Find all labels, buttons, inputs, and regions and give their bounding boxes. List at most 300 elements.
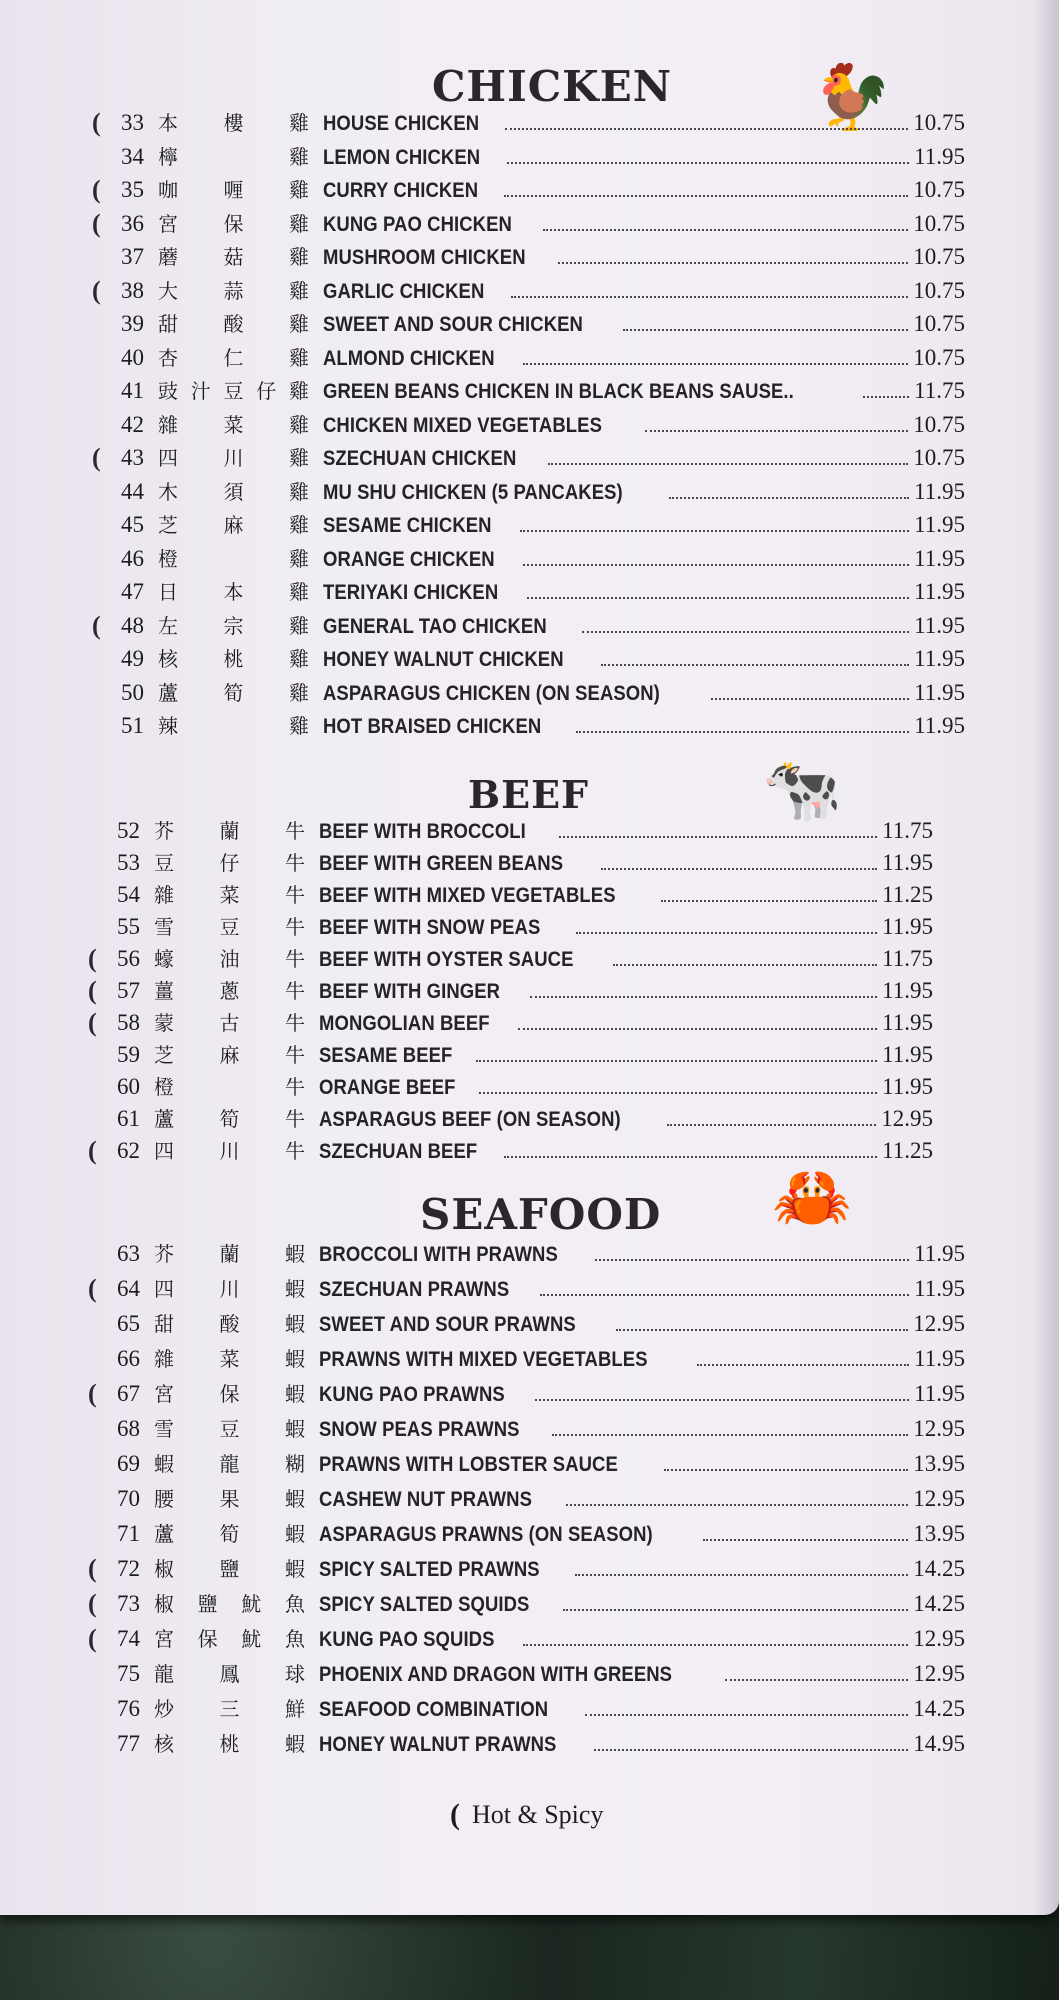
chicken-icon: 🐓 <box>812 62 892 133</box>
spicy-marker: ( <box>88 944 97 973</box>
chinese-char: 橙 <box>154 1075 174 1099</box>
item-name: KUNG PAO CHICKEN <box>323 212 512 236</box>
chinese-char: 菜 <box>223 412 244 437</box>
chinese-char: 雜 <box>154 883 174 907</box>
chinese-char: 鮮 <box>285 1697 305 1721</box>
menu-item-67 <box>88 1378 965 1410</box>
item-number: 51 <box>121 713 144 738</box>
menu-item-33 <box>92 107 965 139</box>
item-number: 55 <box>117 914 140 939</box>
chinese-char: 三 <box>219 1697 240 1721</box>
menu-item-60 <box>106 1071 933 1103</box>
item-price: 11.95 <box>914 1346 965 1371</box>
menu-item-59 <box>106 1039 933 1071</box>
chinese-char: 蒜 <box>223 278 244 303</box>
chinese-char: 蘑 <box>158 245 178 269</box>
item-chinese-name <box>158 710 313 742</box>
chinese-char: 雞 <box>289 144 309 169</box>
item-chinese-name <box>154 1308 309 1340</box>
item-number: 59 <box>117 1042 140 1067</box>
chinese-char: 芥 <box>154 819 174 843</box>
item-name: HONEY WALNUT CHICKEN <box>323 648 564 671</box>
item-chinese-name <box>158 543 313 575</box>
menu-item-43 <box>92 442 965 474</box>
chinese-char: 油 <box>219 947 240 971</box>
dot-leader <box>530 978 877 998</box>
spicy-marker: ( <box>88 1136 97 1165</box>
chinese-char: 雞 <box>289 479 309 504</box>
spicy-marker: ( <box>88 1589 97 1618</box>
item-price: 10.75 <box>913 311 965 336</box>
item-price: 11.95 <box>914 679 965 705</box>
chinese-char: 雪 <box>154 1417 174 1441</box>
menu-item-64 <box>88 1273 965 1305</box>
chinese-char: 雞 <box>289 111 309 135</box>
menu-item-41 <box>110 375 965 407</box>
item-chinese-name <box>158 241 313 273</box>
chinese-char: 大 <box>158 278 178 303</box>
spicy-marker: ( <box>92 175 101 204</box>
dot-leader <box>523 1626 908 1646</box>
item-chinese-name <box>154 943 309 975</box>
item-price: 14.95 <box>913 1731 965 1756</box>
chinese-char: 蘭 <box>219 819 240 843</box>
chinese-char: 牛 <box>285 915 305 939</box>
item-number: 57 <box>117 978 140 1003</box>
chinese-char: 甜 <box>158 312 178 336</box>
menu-item-49 <box>110 643 965 675</box>
chinese-char: 雞 <box>289 546 309 571</box>
chinese-char: 咖 <box>158 178 178 202</box>
item-number: 42 <box>121 411 144 437</box>
item-number: 64 <box>117 1276 140 1301</box>
chinese-char: 蝦 <box>285 1277 305 1301</box>
chinese-char: 雞 <box>289 680 309 705</box>
chinese-char: 須 <box>223 479 244 504</box>
item-name: SNOW PEAS PRAWNS <box>319 1418 520 1441</box>
chinese-char: 球 <box>285 1662 305 1686</box>
menu-item-39 <box>110 308 965 340</box>
dot-leader <box>669 479 909 499</box>
item-chinese-name <box>158 275 313 307</box>
menu-item-52 <box>106 815 933 847</box>
chinese-char: 麻 <box>219 1043 240 1067</box>
dot-leader <box>661 882 877 902</box>
item-price: 11.95 <box>914 478 965 504</box>
item-chinese-name <box>158 375 313 407</box>
item-number: 56 <box>117 946 140 971</box>
item-chinese-name <box>154 1448 309 1480</box>
chinese-char: 本 <box>158 111 178 135</box>
beef-heading: BEEF <box>468 772 590 817</box>
item-number: 62 <box>117 1138 140 1163</box>
dot-leader <box>527 579 909 599</box>
item-price: 11.95 <box>914 1381 965 1406</box>
item-price: 10.75 <box>913 110 965 135</box>
item-number: 61 <box>117 1106 140 1131</box>
item-chinese-name <box>154 1103 309 1135</box>
chinese-char: 川 <box>219 1277 240 1301</box>
chinese-char: 雞 <box>289 379 309 403</box>
chinese-char: 筍 <box>219 1522 240 1546</box>
chinese-char: 川 <box>223 446 244 470</box>
chinese-char: 果 <box>219 1487 240 1511</box>
chinese-char: 鹽 <box>219 1557 240 1581</box>
chinese-char: 杏 <box>158 345 178 370</box>
item-price: 12.95 <box>881 1106 933 1131</box>
menu-item-75 <box>106 1658 965 1690</box>
item-chinese-name <box>154 1623 309 1655</box>
item-price: 11.95 <box>914 612 965 638</box>
item-chinese-name <box>158 141 313 173</box>
item-name: BEEF WITH BROCCOLI <box>319 820 526 843</box>
chinese-char: 菜 <box>219 1347 240 1371</box>
item-price: 11.95 <box>914 1276 965 1301</box>
spicy-marker: ( <box>92 108 101 137</box>
menu-item-37 <box>110 241 965 273</box>
dot-leader <box>594 1731 908 1751</box>
dot-leader <box>523 546 909 566</box>
chinese-char: 桃 <box>223 647 244 671</box>
dot-leader <box>548 445 908 465</box>
dot-leader <box>518 1010 877 1030</box>
spicy-marker: ( <box>88 1008 97 1037</box>
item-number: 50 <box>121 679 144 705</box>
item-price: 10.75 <box>913 210 965 236</box>
menu-item-54 <box>106 879 933 911</box>
spicy-marker: ( <box>88 1624 97 1653</box>
dot-leader <box>576 713 909 733</box>
chinese-char: 牛 <box>285 1139 305 1163</box>
dot-leader <box>664 1451 909 1471</box>
menu-item-57 <box>88 975 933 1007</box>
item-price: 11.95 <box>882 978 933 1003</box>
item-name: SESAME CHICKEN <box>323 514 492 537</box>
chinese-char: 芥 <box>154 1242 174 1266</box>
item-name: HOT BRAISED CHICKEN <box>323 715 542 738</box>
chinese-char: 雞 <box>289 647 309 671</box>
item-name: CURRY CHICKEN <box>323 179 479 202</box>
item-chinese-name <box>158 509 313 541</box>
chinese-char: 魚 <box>284 1592 305 1616</box>
chinese-char: 糊 <box>285 1452 305 1476</box>
item-price: 11.75 <box>914 378 965 403</box>
item-price: 11.95 <box>914 646 965 671</box>
chinese-char: 蘭 <box>219 1242 240 1266</box>
item-name: BROCCOLI WITH PRAWNS <box>319 1243 558 1266</box>
item-number: 63 <box>117 1241 140 1266</box>
item-name: GENERAL TAO CHICKEN <box>323 614 547 638</box>
menu-item-74 <box>88 1623 965 1655</box>
item-number: 33 <box>121 110 144 135</box>
item-name: PHOENIX AND DRAGON WITH GREENS <box>319 1663 673 1686</box>
seafood-heading: SEAFOOD <box>420 1190 662 1239</box>
item-price: 14.25 <box>913 1591 965 1616</box>
chinese-char: 四 <box>154 1277 174 1301</box>
chinese-char: 魷 <box>241 1592 262 1616</box>
item-price: 12.95 <box>913 1626 965 1651</box>
menu-item-36 <box>92 208 965 240</box>
dot-leader <box>711 680 909 700</box>
item-price: 12.95 <box>913 1416 965 1441</box>
item-number: 52 <box>117 818 140 843</box>
chinese-char: 雞 <box>289 513 309 537</box>
spicy-legend-symbol: ( <box>450 1798 460 1831</box>
item-chinese-name <box>154 1378 309 1410</box>
item-number: 60 <box>117 1074 140 1099</box>
item-chinese-name <box>154 1483 309 1515</box>
item-number: 35 <box>121 177 144 202</box>
item-name: MUSHROOM CHICKEN <box>323 246 526 269</box>
item-chinese-name <box>154 1273 309 1305</box>
menu-item-53 <box>106 847 933 879</box>
item-price: 14.25 <box>913 1556 965 1581</box>
item-number: 43 <box>121 445 144 470</box>
item-chinese-name <box>154 975 309 1007</box>
item-name: BEEF WITH SNOW PEAS <box>319 916 541 939</box>
item-price: 11.95 <box>914 143 965 169</box>
item-price: 13.95 <box>913 1521 965 1546</box>
chinese-char: 宗 <box>223 613 244 638</box>
chinese-char: 菇 <box>223 245 244 269</box>
dot-leader <box>601 646 909 666</box>
chinese-char: 雞 <box>289 245 309 269</box>
chinese-char: 保 <box>219 1382 240 1406</box>
dot-leader <box>543 211 909 231</box>
spicy-marker: ( <box>88 1554 97 1583</box>
item-chinese-name <box>154 1518 309 1550</box>
chinese-char: 雞 <box>289 446 309 470</box>
item-number: 70 <box>117 1486 140 1511</box>
item-name: CASHEW NUT PRAWNS <box>319 1488 532 1511</box>
item-name: PRAWNS WITH LOBSTER SAUCE <box>319 1453 618 1476</box>
item-price: 11.75 <box>882 946 933 971</box>
chinese-char: 仔 <box>256 379 277 403</box>
dot-leader <box>504 177 908 197</box>
menu-item-48 <box>92 610 965 642</box>
chinese-char: 炒 <box>154 1697 174 1721</box>
item-name: MONGOLIAN BEEF <box>319 1012 490 1035</box>
chinese-char: 雞 <box>289 211 309 236</box>
dot-leader <box>520 512 910 532</box>
chinese-char: 魷 <box>241 1627 262 1651</box>
dot-leader <box>523 345 908 365</box>
chinese-char: 蝦 <box>285 1487 305 1511</box>
chinese-char: 菜 <box>219 883 240 907</box>
menu-item-69 <box>106 1448 965 1480</box>
item-price: 11.95 <box>882 850 933 875</box>
item-chinese-name <box>158 308 313 340</box>
dot-leader <box>563 1591 908 1611</box>
spicy-marker: ( <box>92 443 101 472</box>
chinese-char: 雞 <box>289 580 309 604</box>
dot-leader <box>575 1556 908 1576</box>
item-chinese-name <box>158 107 313 139</box>
item-price: 11.75 <box>882 818 933 843</box>
item-chinese-name <box>154 847 309 879</box>
item-number: 69 <box>117 1451 140 1476</box>
item-name: BEEF WITH MIXED VEGETABLES <box>319 884 616 907</box>
dot-leader <box>479 1074 877 1094</box>
item-price: 10.75 <box>913 244 965 269</box>
item-name: LEMON CHICKEN <box>323 145 481 169</box>
dot-leader <box>703 1521 908 1541</box>
chinese-char: 核 <box>154 1732 174 1756</box>
item-name: SPICY SALTED SQUIDS <box>319 1593 530 1616</box>
menu-item-44 <box>110 476 965 508</box>
chinese-char: 橙 <box>158 546 178 571</box>
chinese-char: 牛 <box>285 1107 305 1131</box>
menu-item-47 <box>110 576 965 608</box>
chinese-char: 芝 <box>154 1043 174 1067</box>
dot-leader <box>697 1346 909 1366</box>
chinese-char: 椒 <box>154 1592 174 1616</box>
dot-leader <box>476 1042 877 1062</box>
chinese-char: 豆 <box>219 1417 240 1441</box>
chinese-char <box>224 543 244 575</box>
item-name: BEEF WITH GINGER <box>319 980 501 1003</box>
item-chinese-name <box>154 1071 309 1103</box>
dot-leader <box>559 818 877 838</box>
dot-leader <box>540 1276 909 1296</box>
item-number: 71 <box>117 1521 140 1546</box>
chinese-char: 左 <box>158 613 178 638</box>
menu-item-46 <box>110 543 965 575</box>
chinese-char: 椒 <box>154 1557 174 1581</box>
dot-leader <box>504 1138 877 1158</box>
menu-item-71 <box>106 1518 965 1550</box>
item-name: ASPARAGUS PRAWNS (ON SEASON) <box>319 1523 653 1546</box>
menu-item-55 <box>106 911 933 943</box>
chinese-char: 核 <box>158 647 178 671</box>
chinese-char: 甜 <box>154 1312 174 1336</box>
menu-item-38 <box>92 275 965 307</box>
chinese-char: 雜 <box>154 1347 174 1371</box>
item-price: 11.95 <box>882 1074 933 1099</box>
item-price: 10.75 <box>913 411 965 437</box>
item-number: 36 <box>121 210 144 236</box>
chinese-char: 蝦 <box>285 1347 305 1371</box>
chinese-char: 蝦 <box>285 1522 305 1546</box>
item-chinese-name <box>154 1588 309 1620</box>
item-price: 12.95 <box>913 1661 965 1686</box>
item-name: TERIYAKI CHICKEN <box>323 581 499 604</box>
dot-leader <box>558 244 908 264</box>
item-price: 11.95 <box>882 1042 933 1067</box>
item-number: 67 <box>117 1381 140 1406</box>
chinese-char: 龍 <box>219 1452 240 1476</box>
chinese-char: 麻 <box>223 513 244 537</box>
chinese-char <box>220 1071 240 1103</box>
menu-item-68 <box>106 1413 965 1445</box>
item-number: 48 <box>121 612 144 638</box>
chinese-char: 蘆 <box>158 680 178 705</box>
chinese-char: 保 <box>197 1627 218 1651</box>
chinese-char: 牛 <box>285 1075 305 1099</box>
item-number: 53 <box>117 850 140 875</box>
menu-item-77 <box>106 1728 965 1760</box>
chinese-char: 桃 <box>219 1732 240 1756</box>
item-chinese-name <box>154 1553 309 1585</box>
item-chinese-name <box>158 643 313 675</box>
menu-item-66 <box>106 1343 965 1375</box>
dot-leader <box>601 850 877 870</box>
chinese-char: 筍 <box>219 1107 240 1131</box>
item-chinese-name <box>154 1343 309 1375</box>
chinese-char: 豆 <box>219 915 240 939</box>
item-price: 11.25 <box>882 1138 933 1163</box>
chinese-char: 牛 <box>285 947 305 971</box>
item-price: 14.25 <box>913 1696 965 1721</box>
item-price: 11.95 <box>914 579 965 604</box>
chinese-char: 雞 <box>289 613 309 638</box>
item-price: 11.95 <box>882 914 933 939</box>
item-price: 10.75 <box>913 445 965 470</box>
dot-leader <box>582 613 909 633</box>
menu-item-72 <box>88 1553 965 1585</box>
chinese-char <box>224 141 244 173</box>
item-name: SZECHUAN PRAWNS <box>319 1278 510 1301</box>
item-number: 37 <box>121 244 144 269</box>
chinese-char: 宮 <box>154 1627 174 1651</box>
chinese-char: 本 <box>223 580 244 604</box>
dot-leader <box>667 1106 876 1126</box>
item-name: KUNG PAO SQUIDS <box>319 1628 495 1651</box>
chinese-char: 牛 <box>285 883 305 907</box>
chinese-char: 宮 <box>154 1382 174 1406</box>
dot-leader <box>623 311 908 331</box>
menu-item-70 <box>106 1483 965 1515</box>
item-chinese-name <box>154 1007 309 1039</box>
item-chinese-name <box>158 174 313 206</box>
chinese-char: 雞 <box>289 714 309 738</box>
item-price: 12.95 <box>913 1486 965 1511</box>
item-chinese-name <box>154 879 309 911</box>
chinese-char: 蝦 <box>285 1557 305 1581</box>
item-chinese-name <box>158 576 313 608</box>
item-number: 44 <box>121 478 144 504</box>
item-chinese-name <box>154 1728 309 1760</box>
chinese-char: 豆 <box>223 379 244 403</box>
chinese-char: 保 <box>223 211 244 236</box>
item-name: ASPARAGUS CHICKEN (ON SEASON) <box>323 681 660 705</box>
chinese-char: 日 <box>158 580 178 604</box>
dot-leader <box>613 946 877 966</box>
chinese-char: 雜 <box>158 412 178 437</box>
chinese-char <box>224 710 244 742</box>
chinese-char: 雞 <box>289 312 309 336</box>
item-name: SPICY SALTED PRAWNS <box>319 1558 540 1581</box>
spicy-legend-label: Hot & Spicy <box>472 1800 604 1829</box>
menu-item-56 <box>88 943 933 975</box>
item-number: 40 <box>121 344 144 370</box>
item-name: PRAWNS WITH MIXED VEGETABLES <box>319 1348 648 1371</box>
item-name: HOUSE CHICKEN <box>323 112 480 135</box>
item-name: SZECHUAN BEEF <box>319 1140 478 1163</box>
item-price: 11.95 <box>914 713 965 738</box>
item-chinese-name <box>158 476 313 508</box>
chinese-char: 樓 <box>223 111 244 135</box>
chinese-char: 龍 <box>154 1662 174 1686</box>
item-name: SEAFOOD COMBINATION <box>319 1698 549 1721</box>
menu-item-35 <box>92 174 965 206</box>
dot-leader <box>552 1416 908 1436</box>
item-name: CHICKEN MIXED VEGETABLES <box>323 413 603 437</box>
item-price: 11.95 <box>914 545 965 571</box>
chinese-char: 豆 <box>154 851 174 875</box>
item-name: SZECHUAN CHICKEN <box>323 447 517 470</box>
item-number: 47 <box>121 579 144 604</box>
